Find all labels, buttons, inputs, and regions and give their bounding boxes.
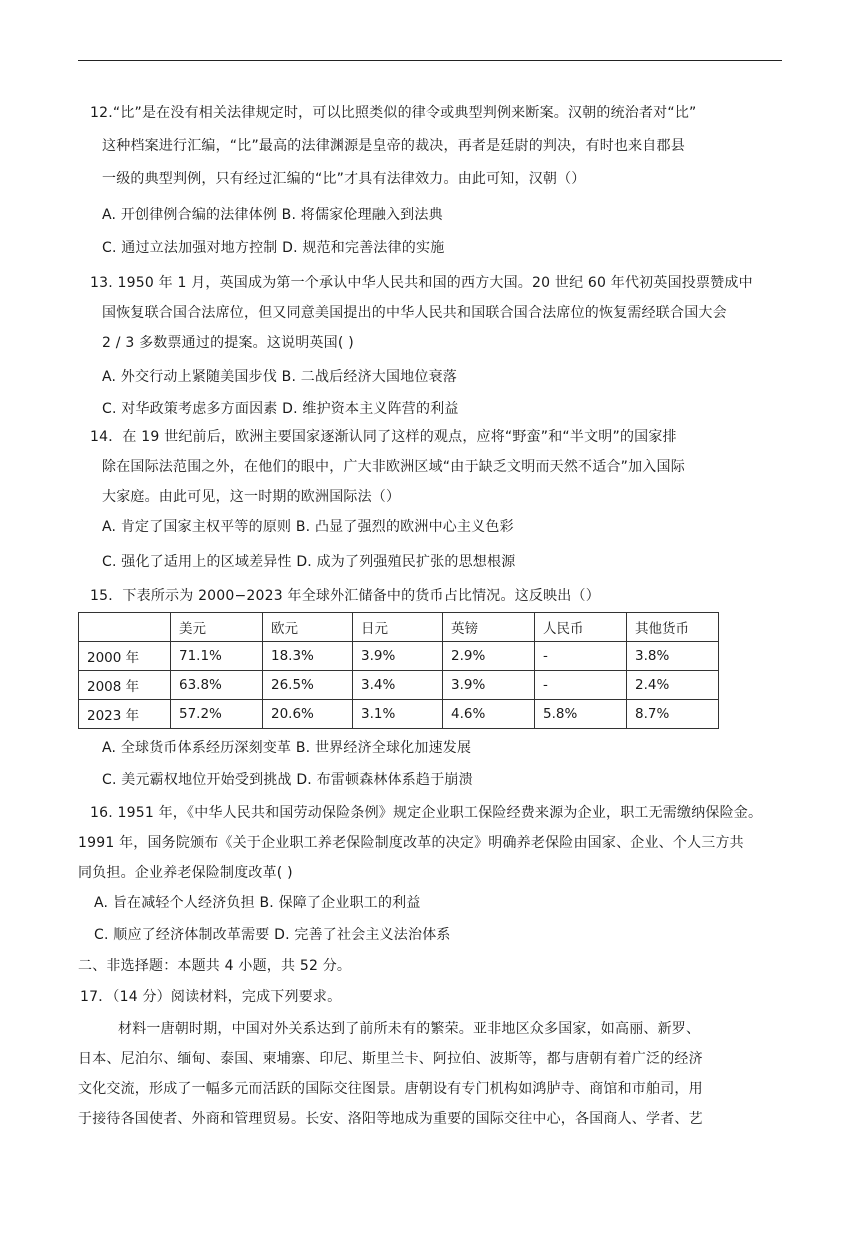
table-cell: 2000 年 xyxy=(79,642,171,671)
q17-material-line4: 于接待各国使者、外商和管理贸易。长安、洛阳等地成为重要的国际交往中心，各国商人、学者、艺 xyxy=(78,1111,703,1127)
table-cell: 5.8% xyxy=(535,700,627,729)
q16-stem-line1: 16. 1951 年，《中华人民共和国劳动保险条例》规定企业职工保险经费来源为企业，职工无需缴纳保险金。 xyxy=(90,805,763,821)
q12-stem-line1: 12.“比”是在没有相关法律规定时，可以比照类似的律令或典型判例来断案。汉朝的统治者对“比” xyxy=(90,105,697,121)
table-cell: 57.2% xyxy=(171,700,263,729)
q16-options-cd: C. 顺应了经济体制改革需要 D. 完善了社会主义法治体系 xyxy=(94,927,451,943)
table-cell: 2.4% xyxy=(627,671,719,700)
q13-stem-line3: 2 / 3 多数票通过的提案。这说明英国( ) xyxy=(102,335,354,351)
table-header-row xyxy=(79,613,719,642)
table-cell: 20.6% xyxy=(263,700,353,729)
header-rule xyxy=(78,60,782,61)
q14-stem-line2: 除在国际法范围之外，在他们的眼中，广大非欧洲区域“由于缺乏文明而天然不适合”加入国际 xyxy=(102,459,685,475)
q16-stem-line3: 同负担。企业养老保险制度改革( ) xyxy=(78,865,293,881)
table-cell: 4.6% xyxy=(443,700,535,729)
q13-options-ab: A. 外交行动上紧随美国步伐 B. 二战后经济大国地位衰落 xyxy=(102,369,457,385)
table-header-cell: 其他货币 xyxy=(627,613,719,642)
table-header-cell: 美元 xyxy=(171,613,263,642)
q17-material-line1: 材料一唐朝时期，中国对外关系达到了前所未有的繁荣。亚非地区众多国家，如高丽、新罗、 xyxy=(118,1021,701,1037)
table-header-cell: 日元 xyxy=(353,613,443,642)
table-cell: 2023 年 xyxy=(79,700,171,729)
q15-options-cd: C. 美元霸权地位开始受到挑战 D. 布雷顿森林体系趋于崩溃 xyxy=(102,772,473,788)
table-cell: - xyxy=(535,671,627,700)
table-cell: 3.8% xyxy=(627,642,719,671)
q13-stem-line2: 国恢复联合国合法席位，但又同意美国提出的中华人民共和国联合国合法席位的恢复需经联合国大会 xyxy=(102,305,727,321)
q17-heading: 17．（14 分）阅读材料，完成下列要求。 xyxy=(80,989,342,1005)
table-cell: 3.4% xyxy=(353,671,443,700)
table-cell: 63.8% xyxy=(171,671,263,700)
table-header-cell xyxy=(79,613,171,642)
table-cell: 18.3% xyxy=(263,642,353,671)
table-cell: 3.9% xyxy=(353,642,443,671)
table-header-cell: 人民币 xyxy=(535,613,627,642)
q17-material-line3: 文化交流，形成了一幅多元而活跃的国际交往图景。唐朝设有专门机构如鸿胪寺、商馆和市舶司，用 xyxy=(78,1081,703,1097)
q14-stem-line1: 14．在 19 世纪前后，欧洲主要国家逐渐认同了这样的观点，应将“野蛮”和“半文明”的国家排 xyxy=(90,429,677,445)
table-cell: 3.1% xyxy=(353,700,443,729)
table-cell: - xyxy=(535,642,627,671)
table-row xyxy=(79,671,719,700)
q14-options-ab: A. 肯定了国家主权平等的原则 B. 凸显了强烈的欧洲中心主义色彩 xyxy=(102,519,514,535)
table-cell: 26.5% xyxy=(263,671,353,700)
q16-options-ab: A. 旨在减轻个人经济负担 B. 保障了企业职工的利益 xyxy=(94,895,421,911)
q13-options-cd: C. 对华政策考虑多方面因素 D. 维护资本主义阵营的利益 xyxy=(102,401,459,417)
table-row xyxy=(79,642,719,671)
q12-options-cd: C. 通过立法加强对地方控制 D. 规范和完善法律的实施 xyxy=(102,240,445,256)
q14-options-cd: C. 强化了适用上的区域差异性 D. 成为了列强殖民扩张的思想根源 xyxy=(102,554,516,570)
q12-stem-line3: 一级的典型判例，只有经过汇编的“比”才具有法律效力。由此可知，汉朝（） xyxy=(102,171,586,187)
q17-material-line2: 日本、尼泊尔、缅甸、泰国、柬埔寨、印尼、斯里兰卡、阿拉伯、波斯等，都与唐朝有着广泛的经济 xyxy=(78,1051,703,1067)
table-cell: 3.9% xyxy=(443,671,535,700)
table-cell: 8.7% xyxy=(627,700,719,729)
table-cell: 2008 年 xyxy=(79,671,171,700)
table-row xyxy=(79,700,719,729)
table-header-cell: 英镑 xyxy=(443,613,535,642)
q12-stem-line2: 这种档案进行汇编，“比”最高的法律渊源是皇帝的裁决，再者是廷尉的判决，有时也来自郡县 xyxy=(102,138,685,154)
reserve-currency-table xyxy=(78,612,719,729)
q16-stem-line2: 1991 年，国务院颁布《关于企业职工养老保险制度改革的决定》明确养老保险由国家、企业、个人三方共 xyxy=(78,835,744,851)
q12-options-ab: A. 开创律例合编的法律体例 B. 将儒家伦理融入到法典 xyxy=(102,207,443,223)
q15-stem: 15．下表所示为 2000−2023 年全球外汇储备中的货币占比情况。这反映出（） xyxy=(90,588,600,604)
table-header-cell: 欧元 xyxy=(263,613,353,642)
table-cell: 71.1% xyxy=(171,642,263,671)
q13-stem-line1: 13. 1950 年 1 月，英国成为第一个承认中华人民共和国的西方大国。20 世纪 60 年代初英国投票赞成中 xyxy=(90,275,753,291)
q14-stem-line3: 大家庭。由此可见，这一时期的欧洲国际法（） xyxy=(102,489,401,505)
table-cell: 2.9% xyxy=(443,642,535,671)
q15-options-ab: A. 全球货币体系经历深刻变革 B. 世界经济全球化加速发展 xyxy=(102,740,472,756)
section-heading: 二、非选择题：本题共 4 小题，共 52 分。 xyxy=(78,958,352,974)
